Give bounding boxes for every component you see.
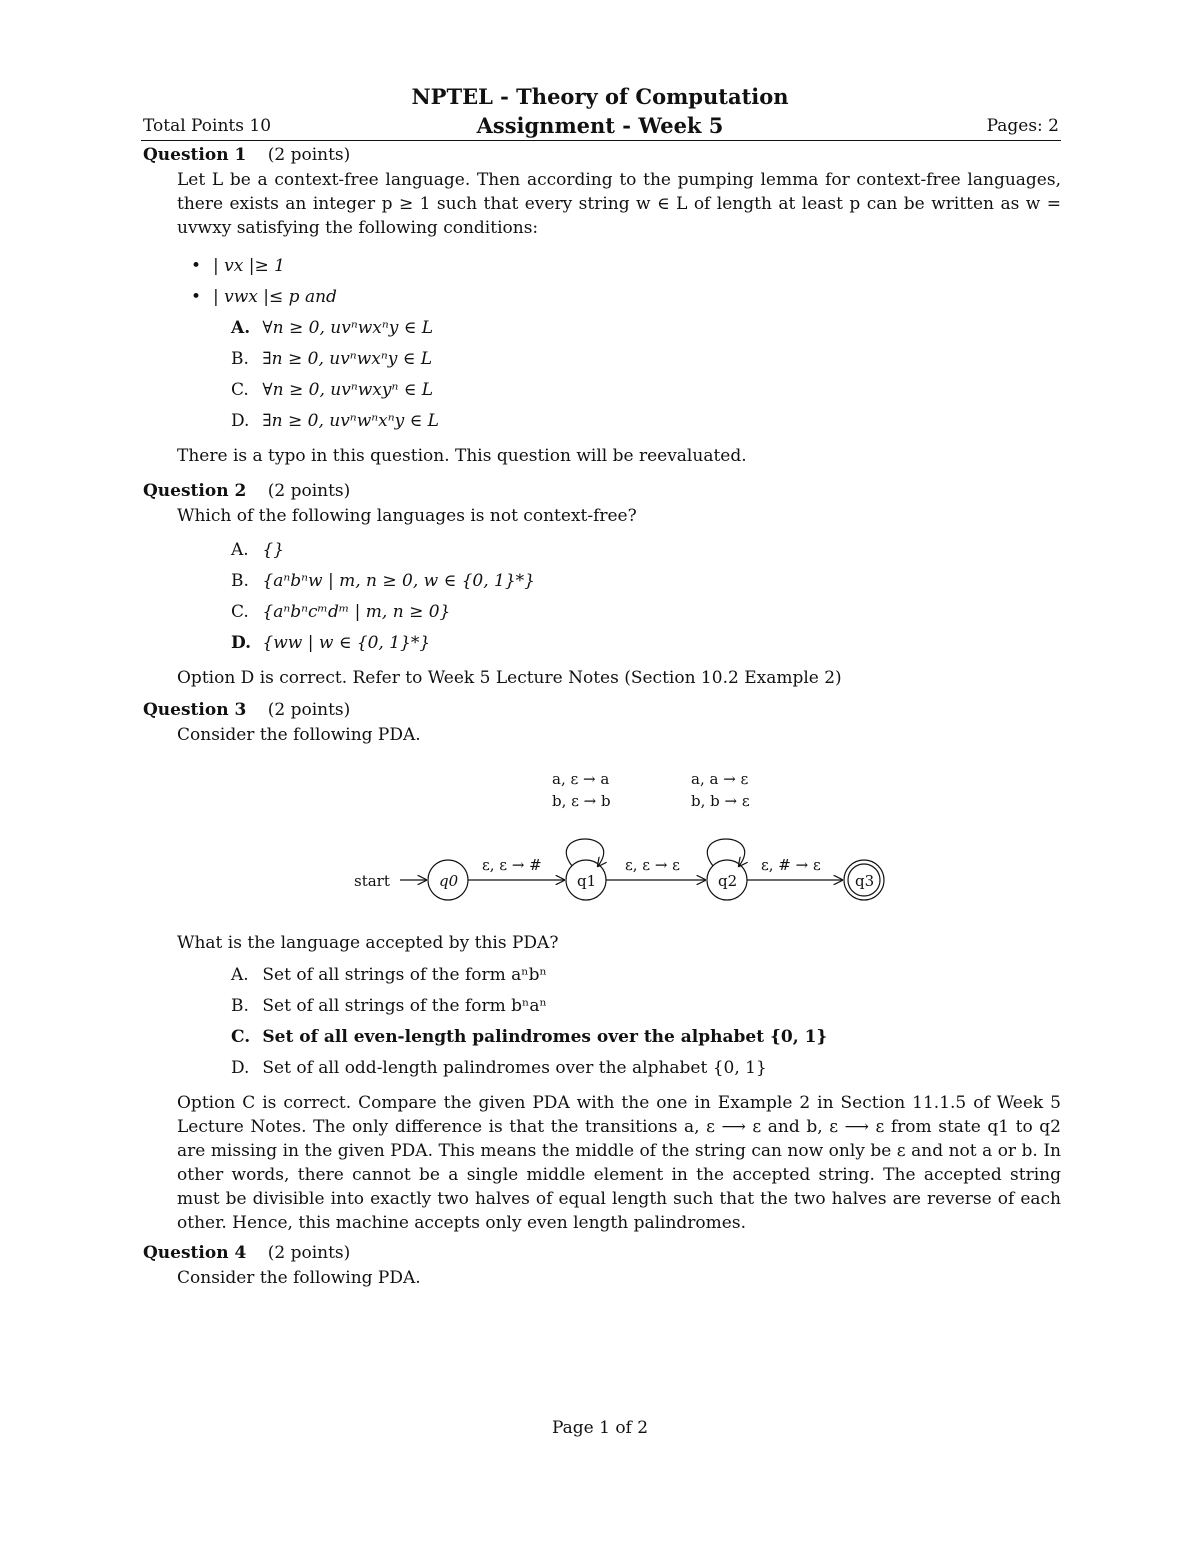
- question-3-note: Option C is correct. Compare the given PDA with the one in Example 2 in Section 11.1.5 of Week 5 Lecture Notes. The only difference is that the transitions a, ε ⟶ ε and b, ε ⟶ ε from state q1 to q2 are missing in the given PDA. This means the middle of the string can now only be ε and not a or b. In other words, there cannot be a single middle element in the accepted string. The accepted string must be divisible into exactly two halves of equal length such that the two halves are reverse of each other. Hence, this machine accepts only even length palindromes.: [177, 1093, 1061, 1233]
- question-1-label: Question 1: [143, 145, 247, 165]
- question-3-text: Consider the following PDA.: [177, 725, 421, 745]
- question-1-note: There is a typo in this question. This question will be reevaluated.: [177, 446, 747, 466]
- question-4-points: (2 points): [267, 1243, 351, 1263]
- list-item: • | vwx |≤ p and: [191, 287, 337, 307]
- option-a: A. {}: [231, 540, 285, 560]
- question-3-continued: [143, 928, 1061, 1235]
- edge-q1-q2-label: ε, ε → ε: [625, 856, 680, 874]
- question-3: [143, 700, 1061, 747]
- question-1: [143, 145, 1061, 468]
- state-q0-label: q0: [439, 872, 459, 890]
- start-label: start: [354, 872, 390, 890]
- question-3-header: [143, 700, 1061, 720]
- question-4-header: [143, 1243, 1061, 1263]
- page-footer: Page 1 of 2: [551, 1418, 649, 1438]
- question-2: [143, 481, 1061, 690]
- option-c: C. {aⁿbⁿcᵐdᵐ | m, n ≥ 0}: [231, 602, 451, 622]
- option-b: B. {aⁿbⁿw | m, n ≥ 0, w ∈ {0, 1}*}: [231, 571, 535, 591]
- question-2-text: Which of the following languages is not context-free?: [177, 506, 637, 526]
- question-3-question: What is the language accepted by this PDA?: [177, 933, 559, 953]
- question-1-text: Let L be a context-free language. Then according to the pumping lemma for context-free languages, there exists an integer p ≥ 1 such that every string w ∈ L of length at least p can be written as w = uvwxy satisfying the following conditions:: [177, 170, 1061, 238]
- question-2-header: [143, 481, 1061, 501]
- question-3-points: (2 points): [267, 700, 351, 720]
- option-d: D. {ww | w ∈ {0, 1}*}: [231, 633, 431, 653]
- question-2-note: Option D is correct. Refer to Week 5 Lecture Notes (Section 10.2 Example 2): [177, 668, 842, 688]
- option-c: C. Set of all even-length palindromes over the alphabet {0, 1}: [231, 1027, 828, 1047]
- question-3-label: Question 3: [143, 700, 247, 720]
- loop-q2-label-2: b, b → ε: [691, 792, 750, 810]
- edge-q2-q3-label: ε, # → ε: [761, 856, 821, 874]
- question-1-points: (2 points): [267, 145, 351, 165]
- option-d: D. ∃n ≥ 0, uvⁿwⁿxⁿy ∈ L: [231, 411, 439, 431]
- question-2-points: (2 points): [267, 481, 351, 501]
- loop-q2: [707, 839, 744, 866]
- page-count: Pages: 2: [986, 116, 1059, 136]
- loop-q1-label-1: a, ε → a: [552, 770, 610, 788]
- question-4: [143, 1243, 1061, 1290]
- option-c: C. ∀n ≥ 0, uvⁿwxyⁿ ∈ L: [231, 380, 434, 400]
- state-q2-label: q2: [718, 872, 738, 890]
- question-4-label: Question 4: [143, 1243, 247, 1263]
- state-q3-label: q3: [855, 872, 875, 890]
- edge-q0-q1-label: ε, ε → #: [482, 856, 542, 874]
- question-1-header: [143, 145, 1061, 165]
- option-a: A. ∀n ≥ 0, uvⁿwxⁿy ∈ L: [231, 318, 434, 338]
- assignment-title: Assignment - Week 5: [476, 113, 724, 138]
- list-item: • | vx |≥ 1: [191, 256, 285, 276]
- document-title: NPTEL - Theory of Computation: [411, 84, 789, 109]
- pda-diagram: [340, 760, 900, 910]
- question-4-text: Consider the following PDA.: [177, 1268, 421, 1288]
- loop-q2-label-1: a, a → ε: [691, 770, 749, 788]
- option-b: B. ∃n ≥ 0, uvⁿwxⁿy ∈ L: [231, 349, 433, 369]
- loop-q1-label-2: b, ε → b: [552, 792, 611, 810]
- loop-q1: [566, 839, 603, 866]
- option-d: D. Set of all odd-length palindromes over the alphabet {0, 1}: [231, 1058, 767, 1078]
- total-points: Total Points 10: [143, 116, 272, 136]
- question-2-label: Question 2: [143, 481, 247, 501]
- option-b: B. Set of all strings of the form bⁿaⁿ: [231, 996, 547, 1016]
- option-a: A. Set of all strings of the form aⁿbⁿ: [231, 965, 547, 985]
- header-rule: [141, 140, 1061, 141]
- state-q1-label: q1: [577, 872, 597, 890]
